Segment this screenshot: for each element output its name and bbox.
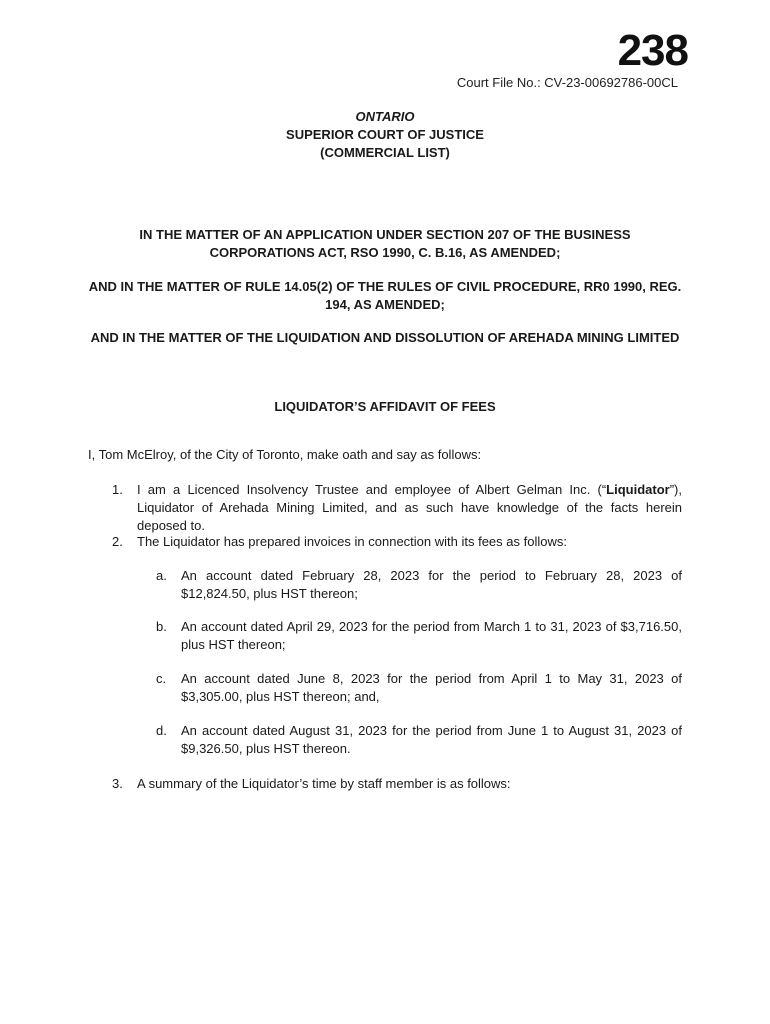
invoice-item-d bbox=[156, 722, 682, 758]
invoice-letter: d. bbox=[156, 723, 167, 738]
invoice-item-b bbox=[156, 618, 682, 654]
paragraph-3 bbox=[112, 775, 682, 793]
matter-heading-1: IN THE MATTER OF AN APPLICATION UNDER SECTION 207 OF THE BUSINESS CORPORATIONS ACT, RSO 1990, C. B.16, AS AMENDED; bbox=[139, 227, 631, 260]
court-province: ONTARIO bbox=[355, 109, 415, 124]
invoice-item-a bbox=[156, 567, 682, 603]
paragraph-number: 3. bbox=[112, 776, 123, 791]
invoice-text: An account dated February 28, 2023 for the period to February 28, 2023 of $12,824.50, plus HST thereon; bbox=[181, 568, 682, 601]
court-list: (COMMERCIAL LIST) bbox=[320, 145, 450, 160]
matter-heading-3: AND IN THE MATTER OF THE LIQUIDATION AND DISSOLUTION OF AREHADA MINING LIMITED bbox=[90, 330, 680, 345]
paragraph-number: 2. bbox=[112, 534, 123, 549]
court-heading bbox=[0, 108, 770, 162]
paragraph-number: 1. bbox=[112, 482, 123, 497]
defined-term: Liquidator bbox=[606, 482, 670, 497]
affidavit-intro: I, Tom McElroy, of the City of Toronto, make oath and say as follows: bbox=[88, 447, 482, 462]
document-title: LIQUIDATOR’S AFFIDAVIT OF FEES bbox=[274, 399, 496, 414]
paragraph-1 bbox=[112, 481, 682, 535]
court-file-number: Court File No.: CV-23-00692786-00CL bbox=[456, 75, 678, 90]
invoice-text: An account dated August 31, 2023 for the period from June 1 to August 31, 2023 of $9,326.50, plus HST thereon. bbox=[181, 723, 682, 756]
paragraph-2 bbox=[112, 533, 682, 551]
matter-heading-2: AND IN THE MATTER OF RULE 14.05(2) OF THE RULES OF CIVIL PROCEDURE, RR0 1990, REG. 194, AS AMENDED; bbox=[88, 279, 682, 312]
paragraph-text: The Liquidator has prepared invoices in connection with its fees as follows: bbox=[137, 534, 567, 549]
invoice-letter: c. bbox=[156, 671, 167, 686]
paragraph-text-part: ”), Liquidator of Arehada Mining Limited, and as such have knowledge of the facts herein deposed to. bbox=[137, 482, 682, 533]
page-number: 238 bbox=[617, 26, 688, 75]
invoice-text: An account dated June 8, 2023 for the period from April 1 to May 31, 2023 of $3,305.00, plus HST thereon; and, bbox=[181, 671, 682, 704]
paragraph-text-part: I am a Licenced Insolvency Trustee and employee of Albert Gelman Inc. (“ bbox=[137, 482, 607, 497]
invoice-item-c bbox=[156, 670, 682, 706]
court-name: SUPERIOR COURT OF JUSTICE bbox=[286, 127, 484, 142]
invoice-letter: b. bbox=[156, 619, 167, 634]
paragraph-text: A summary of the Liquidator’s time by staff member is as follows: bbox=[137, 776, 511, 791]
invoice-letter: a. bbox=[156, 568, 167, 583]
paragraph-text bbox=[137, 481, 682, 535]
invoice-text: An account dated April 29, 2023 for the period from March 1 to 31, 2023 of $3,716.50, plus HST thereon; bbox=[181, 619, 682, 652]
